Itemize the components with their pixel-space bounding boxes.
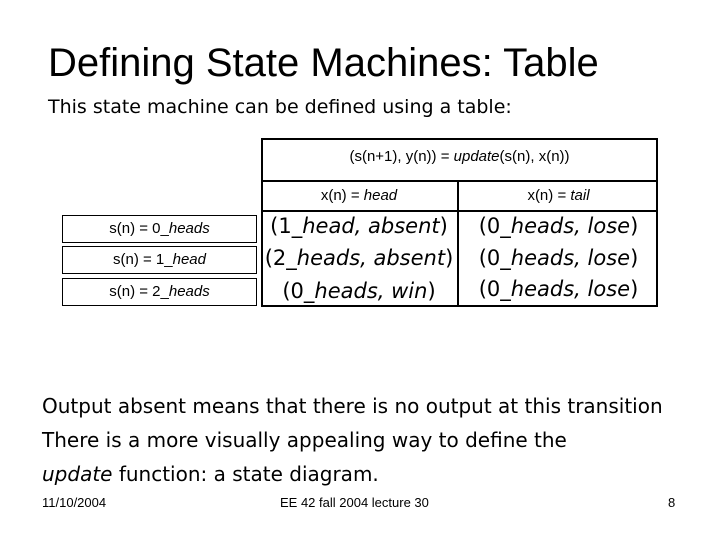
table-cell: (0_heads, lose) [478,246,639,270]
body-line-2: There is a more visually appealing way to define the [42,428,567,452]
table-cell: (0_heads, win) [282,279,436,303]
body-line-1: Output absent means that there is no output at this transition [42,394,663,418]
row-label-state-2: s(n) = 2_heads [109,283,210,300]
table-cell: (0_heads, lose) [478,214,639,238]
table-header-divider [261,180,658,182]
column-header-tail: x(n) = tail [527,187,590,204]
table-header: (s(n+1), y(n)) = update(s(n), x(n)) [349,148,570,165]
slide-subtitle: This state machine can be defined using a table: [48,96,512,118]
footer-date: 11/10/2004 [42,495,107,510]
body-line-3: update function: a state diagram. [42,462,379,486]
table-cell: (2_heads, absent) [264,246,454,270]
footer-page-number: 8 [668,495,676,510]
row-label-state-0: s(n) = 0_heads [109,220,210,237]
column-header-head: x(n) = head [320,187,398,204]
slide-title: Defining State Machines: Table [48,41,599,85]
table-cell: (1_head, absent) [270,214,448,238]
table-cell: (0_heads, lose) [478,277,639,301]
table-column-divider [261,210,658,212]
row-label-state-1: s(n) = 1_head [113,251,206,268]
footer-course: EE 42 fall 2004 lecture 30 [280,495,429,510]
